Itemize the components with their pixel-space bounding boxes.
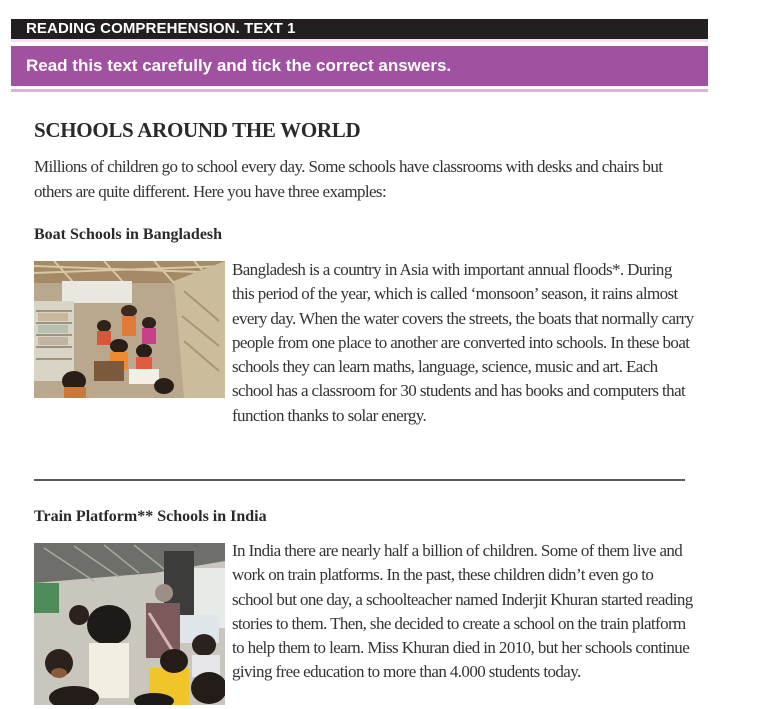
- train-schools-paragraph: In India there are nearly half a billion of children. Some of them live and work on train platforms. In the past, these children didn’t even go to school but one day, a schoolteacher named Inderjit Khuran started reading stories to them. Then, she decided to create a school on the train platform to help them to learn. Miss Khuran died in 2010, but her schools continue giving free education to more than 4.000 students today.: [232, 541, 693, 682]
- section-label-bar: [11, 19, 708, 39]
- photo-wrap-spacer: [34, 258, 232, 404]
- section-divider: [34, 479, 685, 481]
- section-label: READING COMPREHENSION. TEXT 1: [26, 20, 296, 37]
- boat-schools-paragraph: Bangladesh is a country in Asia with important annual floods*. During this period of the year, which is called ‘monsoon’ season, it rains almost every day. When the water covers the streets, the boats that normally carry people from one place to another are converted into schools. In these boat schools they can learn maths, language, science, music and art. Each school has a classroom for 30 students and has books and computers that function thanks to solar energy.: [232, 260, 694, 425]
- instruction-bar: [11, 46, 708, 86]
- section-text-train-schools: [34, 539, 694, 709]
- photo-wrap-spacer: [34, 539, 232, 709]
- instruction-text: Read this text carefully and tick the correct answers.: [26, 56, 452, 75]
- section-heading-train-schools: Train Platform** Schools in India: [34, 508, 267, 525]
- section-heading-boat-schools: Boat Schools in Bangladesh: [34, 226, 223, 243]
- instruction-divider: [11, 89, 708, 92]
- section-label-underline: [11, 39, 708, 42]
- section-text-boat-schools: [34, 258, 694, 428]
- article-intro: Millions of children go to school every day. Some schools have classrooms with desks and chairs but others are quite different. Here you have three examples:: [34, 157, 663, 201]
- article-title: SCHOOLS AROUND THE WORLD: [34, 118, 361, 142]
